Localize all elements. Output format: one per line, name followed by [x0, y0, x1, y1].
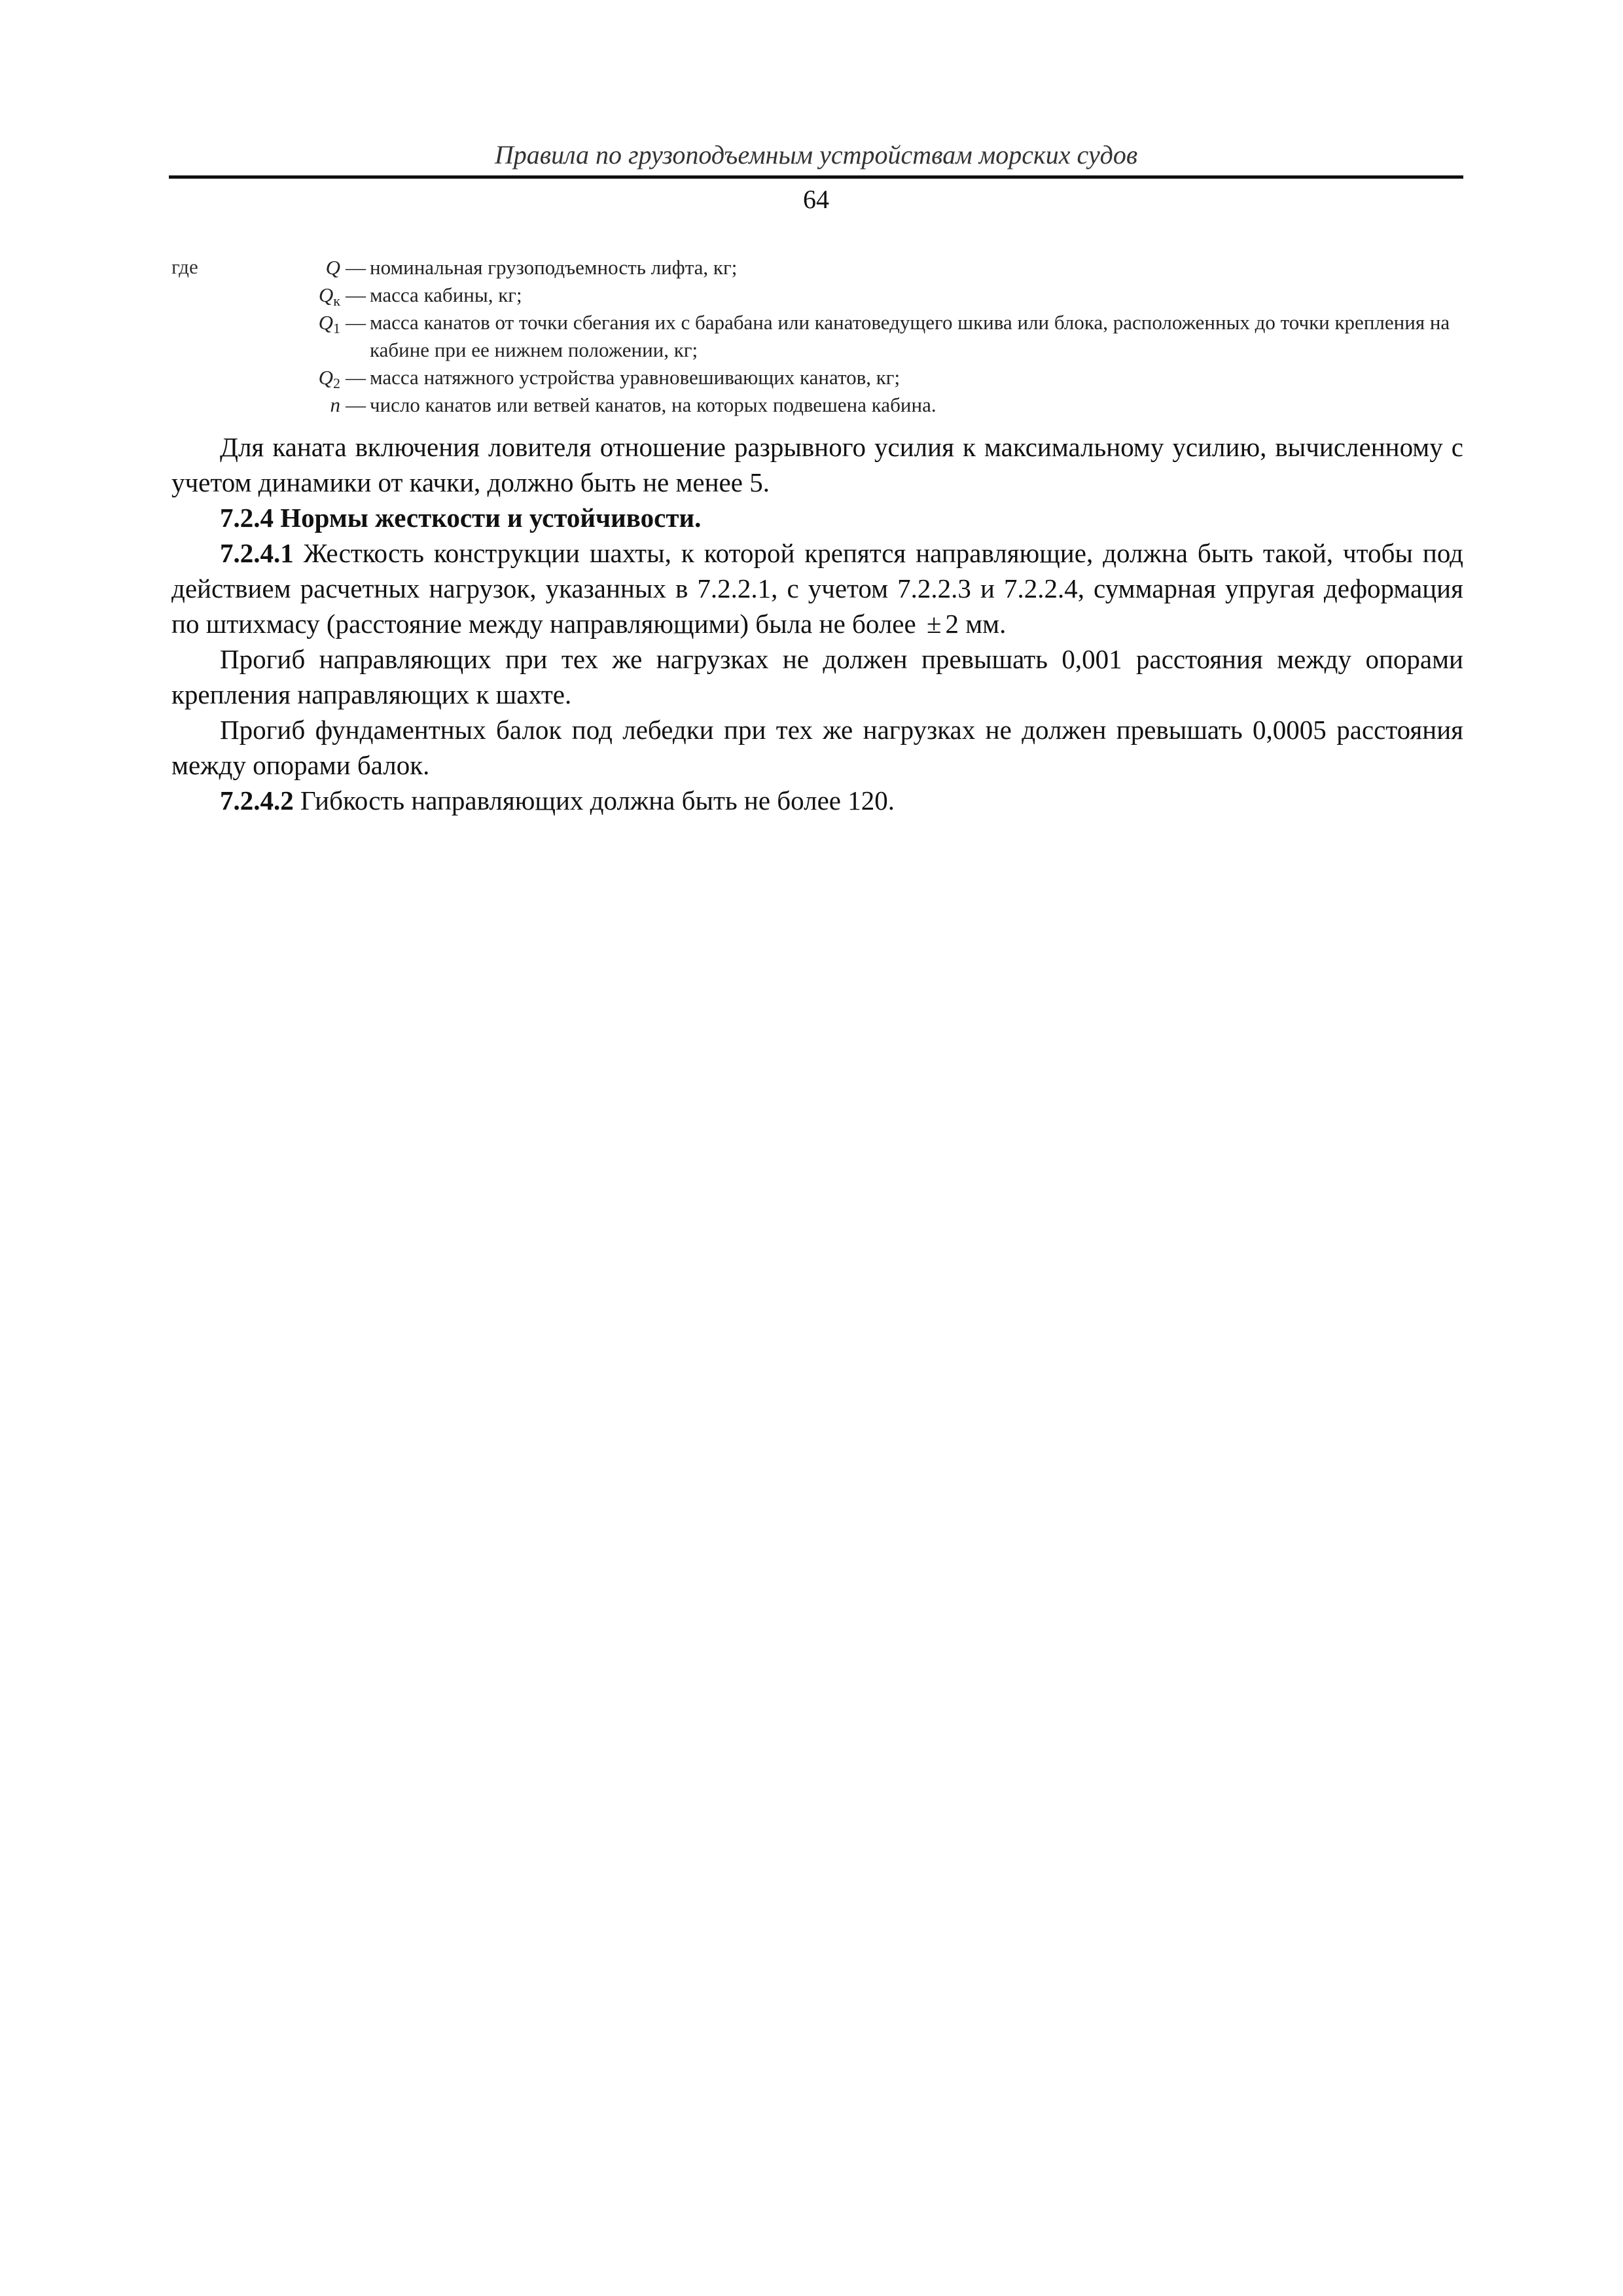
legend-text: масса канатов от точки сбегания их с барабана или канатоведущего шкива или блока, расположенных до точки крепления на кабине при ее нижнем положении, кг; [370, 311, 1450, 361]
clause-text: Жесткость конструкции шахты, к которой крепятся направляющие, должна быть такой, чтобы под действием расчетных нагрузок, указанных в 7.2.2.1, с учетом 7.2.2.3 и 7.2.2.4, суммарная упругая деформация по штихмасу (расстояние между направляющими) была не более [171, 538, 1463, 639]
legend-dash: — [346, 283, 366, 306]
paragraph-7-2-4-1 [171, 535, 1463, 641]
legend-dash: — [346, 256, 366, 279]
legend-text: число канатов или ветвей канатов, на которых подвешена кабина. [370, 393, 936, 416]
symbol-legend [281, 254, 1463, 419]
legend-dash: — [346, 366, 366, 389]
legend-item [281, 254, 1463, 281]
legend-item [281, 281, 1463, 309]
running-title: Правила по грузоподъемным устройствам морских судов [494, 140, 1138, 170]
where-label: где [171, 255, 198, 278]
paragraph-safety-rope: Для каната включения ловителя отношение разрывного усилия к максимальному усилию, вычисленному с учетом динамики от качки, должно быть не менее 5. [171, 432, 1463, 497]
paragraph-7-2-4-2 [171, 783, 1463, 818]
plus-minus-sign: ± [926, 609, 942, 639]
page-number: 64 [803, 185, 829, 214]
legend-symbol: $Q_к$ [318, 283, 340, 309]
legend-text: масса кабины, кг; [370, 283, 522, 306]
legend-item [281, 391, 1463, 419]
section-heading-7-2-4: 7.2.4 Нормы жесткости и устойчивости. [220, 503, 702, 533]
legend-symbol: $Q_2$ [318, 366, 340, 391]
clause-number: 7.2.4.1 [220, 538, 294, 568]
clause-number: 7.2.4.2 [220, 785, 294, 816]
header-rule [169, 175, 1463, 179]
paragraph-guide-deflection: Прогиб направляющих при тех же нагрузках не должен превышать 0,001 расстояния между опорами крепления направляющих к шахте. [171, 644, 1463, 709]
legend-symbol: $Q_1$ [318, 311, 340, 336]
clause-tail: 2 мм. [945, 609, 1007, 639]
legend-dash: — [346, 311, 366, 334]
body-text [171, 429, 1463, 818]
legend-item [281, 309, 1463, 364]
legend-item [281, 364, 1463, 391]
legend-symbol: n [330, 393, 340, 416]
legend-text: масса натяжного устройства уравновешивающих канатов, кг; [370, 366, 901, 389]
legend-text: номинальная грузоподъемность лифта, кг; [370, 256, 738, 279]
paragraph-beam-deflection: Прогиб фундаментных балок под лебедки при тех же нагрузках не должен превышать 0,0005 расстояния между опорами балок. [171, 715, 1463, 780]
legend-symbol: Q [325, 256, 340, 279]
clause-text: Гибкость направляющих должна быть не более 120. [300, 785, 895, 816]
legend-dash: — [346, 393, 366, 416]
